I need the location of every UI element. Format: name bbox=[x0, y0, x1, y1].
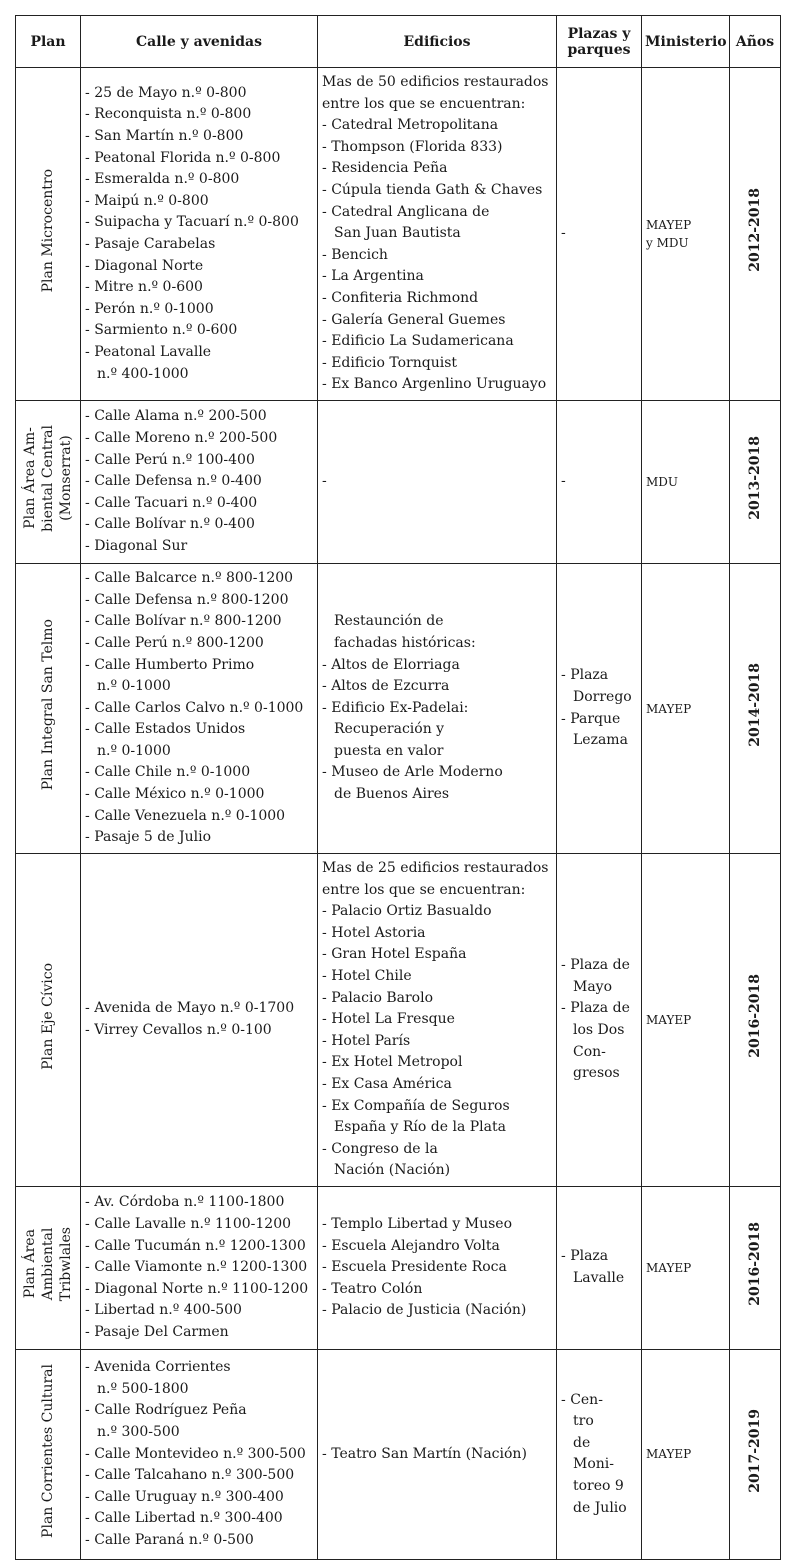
calles-cell bbox=[81, 1186, 318, 1349]
plazas-cell bbox=[557, 854, 642, 1187]
edificios-cell bbox=[318, 854, 557, 1187]
anios-cell bbox=[730, 1186, 781, 1349]
plaza-item: - Cen- tro de Moni- toreo 9 de Julio bbox=[561, 1390, 637, 1520]
calle-item: - Calle Defensa n.º 800-1200 bbox=[85, 590, 313, 612]
edificio-item: - Confiteria Richmond bbox=[322, 288, 552, 310]
anios-cell bbox=[730, 1349, 781, 1559]
calles-cell bbox=[81, 68, 318, 401]
plaza-item: - Parque Lezama bbox=[561, 709, 637, 752]
edificio-item: - Edificio Ex-Padelai: Recuperación y puesta en valor bbox=[322, 698, 552, 763]
calle-item: - Avenida de Mayo n.º 0-1700 bbox=[85, 998, 313, 1020]
calle-item: - Esmeralda n.º 0-800 bbox=[85, 169, 313, 191]
edificios-intro: Mas de 50 edificios restaurados entre los que se encuentran: bbox=[322, 74, 549, 112]
table-row bbox=[16, 1186, 781, 1349]
calle-item: - 25 de Mayo n.º 0-800 bbox=[85, 83, 313, 105]
calles-cell bbox=[81, 854, 318, 1187]
calle-item: - Calle Estados Unidos n.º 0-1000 bbox=[85, 719, 313, 762]
calle-item: - Calle Talcahano n.º 300-500 bbox=[85, 1465, 313, 1487]
ministerio-cell: MAYEP y MDU bbox=[642, 68, 730, 401]
header-anios: Años bbox=[730, 16, 781, 68]
edificio-item: - Teatro Colón bbox=[322, 1279, 552, 1301]
edificio-item: - Hotel La Fresque bbox=[322, 1009, 552, 1031]
table-row bbox=[16, 564, 781, 854]
ministerio-cell: MAYEP bbox=[642, 1349, 730, 1559]
edificio-item: - Ex Banco Argenlino Uruguayo bbox=[322, 374, 552, 396]
edificio-item: - Palacio Ortiz Basualdo bbox=[322, 901, 552, 923]
plaza-item: - bbox=[561, 473, 566, 490]
edificio-item: - Hotel Chile bbox=[322, 966, 552, 988]
edificio-item: - Galería General Guemes bbox=[322, 310, 552, 332]
header-row bbox=[16, 16, 781, 68]
plan-cell bbox=[16, 1349, 81, 1559]
plaza-item: - Plaza Lavalle bbox=[561, 1246, 637, 1289]
edificio-item: - Escuela Presidente Roca bbox=[322, 1257, 552, 1279]
edificio-item: - Gran Hotel España bbox=[322, 944, 552, 966]
edificios-cell bbox=[318, 68, 557, 401]
calle-item: - Calle Perú n.º 100-400 bbox=[85, 450, 313, 472]
plan-cell bbox=[16, 854, 81, 1187]
calle-item: - Calle Perú n.º 800-1200 bbox=[85, 633, 313, 655]
calle-item: - Libertad n.º 400-500 bbox=[85, 1300, 313, 1322]
calle-item: - Peatonal Florida n.º 0-800 bbox=[85, 148, 313, 170]
calle-item: - Diagonal Sur bbox=[85, 536, 313, 558]
calle-item: - Calle Chile n.º 0-1000 bbox=[85, 762, 313, 784]
anios-value: 2012-2018 bbox=[747, 188, 763, 273]
calle-item: - Calle Alama n.º 200-500 bbox=[85, 406, 313, 428]
calle-item: - Virrey Cevallos n.º 0-100 bbox=[85, 1020, 313, 1042]
edificio-item: - Edificio La Sudamericana bbox=[322, 331, 552, 353]
plan-cell bbox=[16, 1186, 81, 1349]
plan-name: Plan Eje Cívico bbox=[40, 962, 56, 1070]
edificio-item: - Thompson (Florida 833) bbox=[322, 137, 552, 159]
edificio-item: - Escuela Alejandro Volta bbox=[322, 1236, 552, 1258]
calle-item: - Calle Bolívar n.º 800-1200 bbox=[85, 611, 313, 633]
edificio-item: - Altos de Ezcurra bbox=[322, 676, 552, 698]
plan-cell bbox=[16, 564, 81, 854]
calle-item: - Peatonal Lavalle n.º 400-1000 bbox=[85, 342, 313, 385]
edificio-item: - Bencich bbox=[322, 245, 552, 267]
plan-name: Plan Área Ambiental Tribwlales bbox=[22, 1226, 74, 1302]
calle-item: - Calle Tucumán n.º 1200-1300 bbox=[85, 1236, 313, 1258]
header-plazas: Plazas y parques bbox=[557, 16, 642, 68]
table-row bbox=[16, 401, 781, 564]
edificios-intro: Restaunción de fachadas históricas: bbox=[334, 613, 476, 651]
plan-name: Plan Área Am- biental Central (Monserrat) bbox=[22, 424, 74, 532]
edificio-item: - Palacio Barolo bbox=[322, 988, 552, 1010]
edificio-item: - Catedral Metropolitana bbox=[322, 115, 552, 137]
calle-item: - Suipacha y Tacuarí n.º 0-800 bbox=[85, 212, 313, 234]
calle-item: - Calle Balcarce n.º 800-1200 bbox=[85, 568, 313, 590]
plaza-item: - Plaza de Mayo bbox=[561, 955, 637, 998]
calle-item: - Diagonal Norte n.º 1100-1200 bbox=[85, 1279, 313, 1301]
calle-item: - Calle Carlos Calvo n.º 0-1000 bbox=[85, 698, 313, 720]
anios-cell bbox=[730, 564, 781, 854]
edificio-item: - Catedral Anglicana de San Juan Bautista bbox=[322, 202, 552, 245]
edificios-cell bbox=[318, 1186, 557, 1349]
anios-value: 2016-2018 bbox=[747, 974, 763, 1059]
calles-cell bbox=[81, 564, 318, 854]
table-row bbox=[16, 68, 781, 401]
calle-item: - Calle Rodríguez Peña n.º 300-500 bbox=[85, 1400, 313, 1443]
anios-cell bbox=[730, 401, 781, 564]
edificio-item: - bbox=[322, 473, 327, 490]
edificio-item: - Museo de Arle Moderno de Buenos Aires bbox=[322, 762, 552, 805]
plan-name: Plan Integral San Telmo bbox=[40, 619, 56, 791]
header-calles: Calle y avenidas bbox=[81, 16, 318, 68]
calle-item: - Avenida Corrientes n.º 500-1800 bbox=[85, 1357, 313, 1400]
plazas-cell bbox=[557, 1186, 642, 1349]
calle-item: - Calle Montevideo n.º 300-500 bbox=[85, 1444, 313, 1466]
calle-item: - Calle Lavalle n.º 1100-1200 bbox=[85, 1214, 313, 1236]
plazas-cell bbox=[557, 564, 642, 854]
anios-value: 2013-2018 bbox=[747, 436, 763, 521]
calle-item: - Av. Córdoba n.º 1100-1800 bbox=[85, 1192, 313, 1214]
edificio-item: - Cúpula tienda Gath & Chaves bbox=[322, 180, 552, 202]
anios-value: 2014-2018 bbox=[747, 662, 763, 747]
edificio-item: - Hotel París bbox=[322, 1031, 552, 1053]
calle-item: - Calle Moreno n.º 200-500 bbox=[85, 428, 313, 450]
calle-item: - Calle Viamonte n.º 1200-1300 bbox=[85, 1257, 313, 1279]
edificio-item: - Palacio de Justicia (Nación) bbox=[322, 1300, 552, 1322]
calle-item: - San Martín n.º 0-800 bbox=[85, 126, 313, 148]
plaza-item: - Plaza Dorrego bbox=[561, 665, 637, 708]
edificio-item: - Congreso de la Nación (Nación) bbox=[322, 1139, 552, 1182]
edificio-item: - Residencia Peña bbox=[322, 158, 552, 180]
header-plan: Plan bbox=[16, 16, 81, 68]
table-row bbox=[16, 1349, 781, 1559]
calles-cell bbox=[81, 1349, 318, 1559]
anios-cell bbox=[730, 68, 781, 401]
ministerio-cell: MDU bbox=[642, 401, 730, 564]
edificios-intro: Mas de 25 edificios restaurados entre los que se encuentran: bbox=[322, 860, 549, 898]
header-ministerio: Ministerio bbox=[642, 16, 730, 68]
table-row bbox=[16, 854, 781, 1187]
calle-item: - Calle Venezuela n.º 0-1000 bbox=[85, 806, 313, 828]
anios-cell bbox=[730, 854, 781, 1187]
calle-item: - Sarmiento n.º 0-600 bbox=[85, 320, 313, 342]
plaza-item: - bbox=[561, 225, 566, 242]
calle-item: - Calle Paraná n.º 0-500 bbox=[85, 1530, 313, 1552]
plazas-cell bbox=[557, 68, 642, 401]
calle-item: - Pasaje Carabelas bbox=[85, 234, 313, 256]
edificio-item: - Templo Libertad y Museo bbox=[322, 1214, 552, 1236]
plans-table bbox=[15, 15, 781, 1560]
edificios-cell bbox=[318, 564, 557, 854]
plan-cell bbox=[16, 401, 81, 564]
plazas-cell bbox=[557, 401, 642, 564]
calle-item: - Calle Libertad n.º 300-400 bbox=[85, 1508, 313, 1530]
calle-item: - Perón n.º 0-1000 bbox=[85, 299, 313, 321]
edificio-item: - Teatro San Martín (Nación) bbox=[322, 1444, 552, 1466]
calle-item: - Pasaje Del Carmen bbox=[85, 1322, 313, 1344]
anios-value: 2016-2018 bbox=[747, 1222, 763, 1306]
anios-value: 2017-2019 bbox=[747, 1408, 763, 1493]
plan-name: Plan Microcentro bbox=[40, 168, 56, 292]
calle-item: - Calle Humberto Primo n.º 0-1000 bbox=[85, 655, 313, 698]
plaza-item: - Plaza de los Dos Con- gresos bbox=[561, 998, 637, 1084]
edificio-item: - La Argentina bbox=[322, 266, 552, 288]
plazas-cell bbox=[557, 1349, 642, 1559]
edificios-cell bbox=[318, 401, 557, 564]
ministerio-cell: MAYEP bbox=[642, 854, 730, 1187]
edificios-cell bbox=[318, 1349, 557, 1559]
calles-cell bbox=[81, 401, 318, 564]
calle-item: - Reconquista n.º 0-800 bbox=[85, 104, 313, 126]
edificio-item: - Hotel Astoria bbox=[322, 923, 552, 945]
calle-item: - Calle México n.º 0-1000 bbox=[85, 784, 313, 806]
calle-item: - Calle Tacuari n.º 0-400 bbox=[85, 493, 313, 515]
calle-item: - Pasaje 5 de Julio bbox=[85, 827, 313, 849]
header-edificios: Edificios bbox=[318, 16, 557, 68]
calle-item: - Calle Defensa n.º 0-400 bbox=[85, 471, 313, 493]
calle-item: - Calle Uruguay n.º 300-400 bbox=[85, 1487, 313, 1509]
plan-cell bbox=[16, 68, 81, 401]
edificio-item: - Ex Casa América bbox=[322, 1074, 552, 1096]
edificio-item: - Edificio Tornquist bbox=[322, 353, 552, 375]
plan-name: Plan Corrientes Cultural bbox=[40, 1363, 56, 1538]
calle-item: - Diagonal Norte bbox=[85, 256, 313, 278]
calle-item: - Maipú n.º 0-800 bbox=[85, 191, 313, 213]
edificio-item: - Ex Compañía de Seguros España y Río de la Plata bbox=[322, 1096, 552, 1139]
calle-item: - Mitre n.º 0-600 bbox=[85, 277, 313, 299]
edificio-item: - Ex Hotel Metropol bbox=[322, 1052, 552, 1074]
edificio-item: - Altos de Elorriaga bbox=[322, 655, 552, 677]
ministerio-cell: MAYEP bbox=[642, 564, 730, 854]
calle-item: - Calle Bolívar n.º 0-400 bbox=[85, 514, 313, 536]
ministerio-cell: MAYEP bbox=[642, 1186, 730, 1349]
